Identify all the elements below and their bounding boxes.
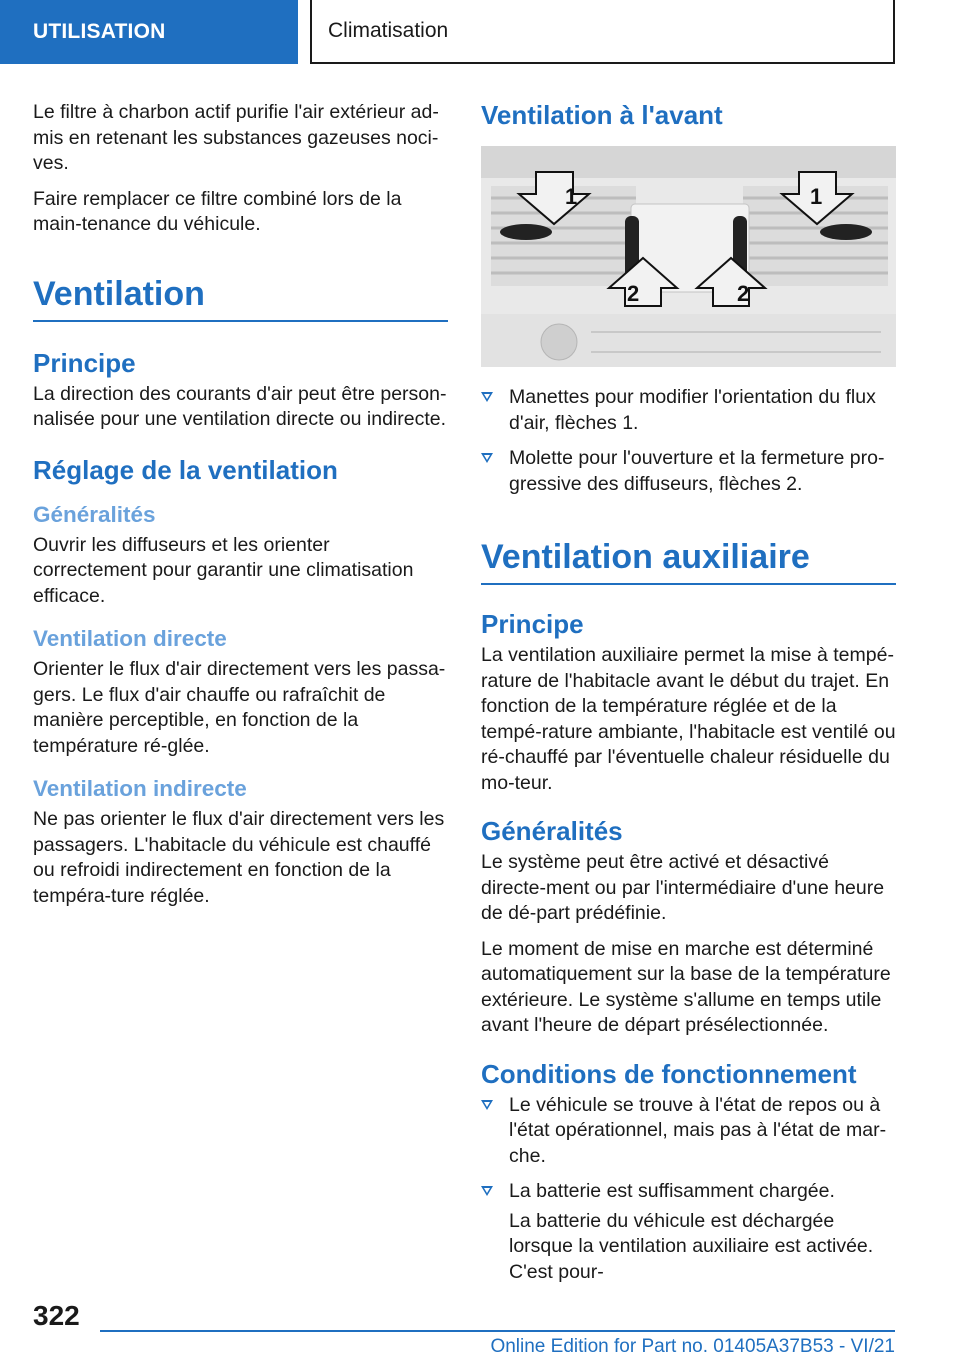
ventilation-directe-text: Orienter le flux d'air directement vers les passa-gers. Le flux d'air chauffe ou rafraîchit de manière perceptible, en fonction de la température ré-glée. [33, 658, 446, 757]
principe-heading: Principe [33, 347, 136, 378]
bullet-manettes [481, 385, 896, 436]
volume-knob [541, 324, 577, 360]
triangle-bullet-icon [481, 453, 493, 463]
label-2-left: 2 [627, 281, 640, 306]
ventilation-avant-heading: Ventilation à l'avant [481, 100, 723, 130]
footer-edition: Online Edition for Part no. 01405A37B53 - VI/21 [490, 1336, 895, 1357]
bullet-text: Molette pour l'ouverture et la fermeture pro-gressive des diffuseurs, flèches 2. [509, 447, 885, 495]
ventilation-indirecte-text: Ne pas orienter le flux d'air directement vers les passagers. L'habitacle du véhicule est chauffé ou refroidi indirectement en fonction de la tempéra-ture réglée. [33, 808, 445, 907]
batterie-subtext: La batterie du véhicule est déchargée lorsque la ventilation auxiliaire est activée. C'est pour- [509, 1209, 874, 1283]
aux-generalites-p1: Le système peut être activé et désactivé directe-ment ou par l'intermédiaire d'une heure de dé-part prédéfinie. [481, 851, 885, 924]
section-title: Climatisation [310, 0, 895, 64]
reglage-heading: Réglage de la ventilation [33, 454, 338, 485]
ventilation-indirecte-heading: Ventilation indirecte [33, 776, 247, 801]
page-number: 322 [33, 1300, 80, 1331]
label-1-right: 1 [810, 184, 823, 209]
right-column [481, 100, 896, 1295]
ventilation-directe-heading: Ventilation directe [33, 626, 227, 651]
bullet-molette [481, 446, 896, 497]
principe-text: La direction des courants d'air peut être person-nalisée pour une ventilation directe ou indirecte. [33, 382, 447, 430]
ventilation-heading: Ventilation [33, 274, 448, 322]
aux-principe-heading: Principe [481, 609, 584, 639]
front-vents-figure [481, 146, 896, 367]
bullet-condition-repos [481, 1093, 896, 1170]
triangle-bullet-icon [481, 392, 493, 402]
generalites-heading: Généralités [33, 501, 156, 527]
footer-divider [100, 1330, 895, 1332]
conditions-heading: Conditions de fonctionnement [481, 1058, 857, 1089]
bullet-text: La batterie est suffisamment chargée. [509, 1180, 835, 1202]
right-vent-knob [820, 224, 872, 240]
left-vent-knob [500, 224, 552, 240]
bullet-text: Le véhicule se trouve à l'état de repos ou à l'état opérationnel, mais pas à l'état de mar-che. [509, 1093, 887, 1167]
aux-generalites-p2: Le moment de mise en marche est déterminé automatiquement sur la base de la température extérieure. Le système s'allume en temps utile avant l'heure de départ présélectionnée. [481, 937, 891, 1036]
intro-paragraph-2: Faire remplacer ce filtre combiné lors de la main-tenance du véhicule. [33, 187, 402, 235]
triangle-bullet-icon [481, 1100, 493, 1110]
intro-paragraph-1: Le filtre à charbon actif purifie l'air extérieur ad-mis en retenant les substances gazeuses noci-ves. [33, 101, 439, 174]
chapter-tab: UTILISATION [0, 0, 298, 64]
bullet-condition-batterie [481, 1179, 896, 1285]
label-1-left: 1 [565, 184, 578, 209]
left-column [33, 100, 448, 919]
label-2-right: 2 [737, 281, 750, 306]
ventilation-auxiliaire-heading: Ventilation auxiliaire [481, 537, 896, 585]
bullet-text: Manettes pour modifier l'orientation du flux d'air, flèches 1. [509, 386, 876, 434]
triangle-bullet-icon [481, 1186, 493, 1196]
aux-principe-text: La ventilation auxiliaire permet la mise à tempé-rature de l'habitacle avant le début du trajet. En fonction de la température réglée et de la tempé-rature ambiante, l'habitacle est ventilé ou ré-chauffé par l'éventuelle chaleur résiduelle du mo-teur. [481, 644, 896, 794]
generalites-text: Ouvrir les diffuseurs et les orienter correctement pour garantir une climatisation efficace. [33, 533, 414, 607]
aux-generalites-heading: Généralités [481, 816, 623, 846]
